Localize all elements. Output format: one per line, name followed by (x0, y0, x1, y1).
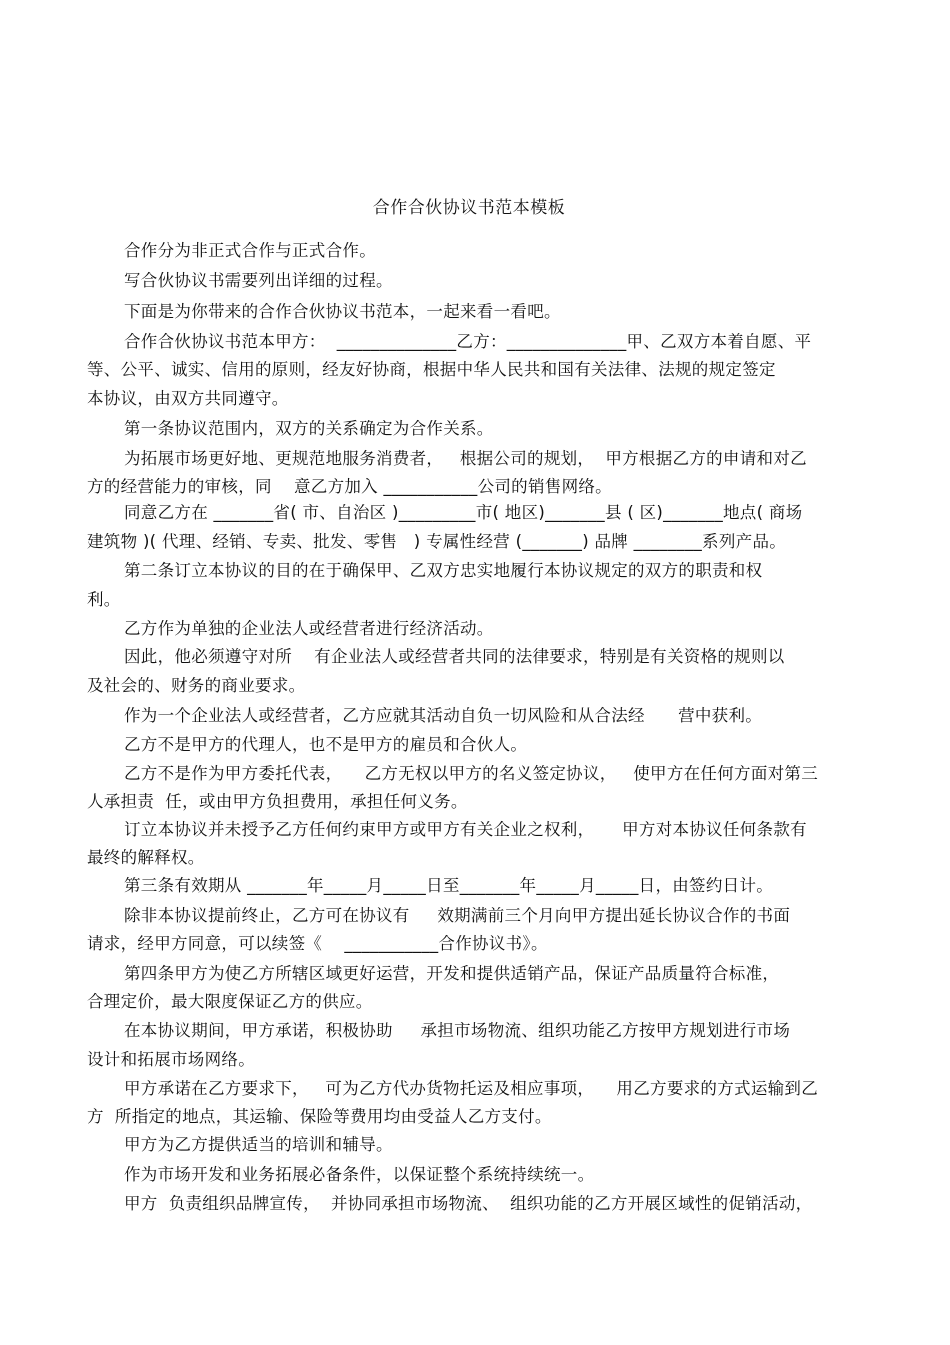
paragraph-line: 方 所指定的地点，其运输、保险等费用均由受益人乙方支付。 (87, 1107, 552, 1126)
paragraph-line: 同意乙方在 _______省( 市、自治区 )_________市( 地区)_______县 ( 区)_______地点( 商场 (124, 503, 803, 522)
paragraph-line: 乙方不是甲方的代理人，也不是甲方的雇员和合伙人。 (124, 735, 528, 754)
paragraph-line: 乙方不是作为甲方委托代表， 乙方无权以甲方的名义签定协议， 使甲方在任何方面对第三 (124, 764, 819, 783)
document-title: 合作合伙协议书范本模板 (372, 198, 566, 218)
paragraph-line: 除非本协议提前终止，乙方可在协议有 效期满前三个月向甲方提出延长协议合作的书面 (124, 906, 791, 925)
paragraph-line: 第三条有效期从 _______年_____月_____日至_______年_____月_____日，由签约日计。 (124, 876, 774, 895)
paragraph-line: 作为市场开发和业务拓展必备条件，以保证整个系统持续统一。 (124, 1165, 595, 1184)
paragraph-line: 建筑物 )( 代理、经销、专卖、批发、零售 ) 专属性经营 (_______) 品牌 ________系列产品。 (87, 532, 787, 551)
paragraph-line: 请求，经甲方同意，可以续签《 ___________合作协议书》。 (87, 934, 548, 953)
paragraph-line: 合作分为非正式合作与正式合作。 (124, 241, 376, 260)
paragraph-line: 及社会的、财务的商业要求。 (87, 676, 306, 695)
paragraph-line: 为拓展市场更好地、更规范地服务消费者， 根据公司的规划， 甲方根据乙方的申请和对乙 (124, 449, 807, 468)
paragraph-line: 甲方承诺在乙方要求下， 可为乙方代办货物托运及相应事项， 用乙方要求的方式运输到乙 (124, 1079, 819, 1098)
paragraph-line: 利。 (87, 590, 121, 609)
paragraph-line: 乙方作为单独的企业法人或经营者进行经济活动。 (124, 619, 494, 638)
paragraph-line: 下面是为你带来的合作合伙协议书范本，一起来看一看吧。 (124, 302, 561, 321)
paragraph-line: 写合伙协议书需要列出详细的过程。 (124, 271, 393, 290)
paragraph-line: 甲方 负责组织品牌宣传， 并协同承担市场物流、 组织功能的乙方开展区域性的促销活动， (124, 1194, 813, 1213)
paragraph-line: 甲方为乙方提供适当的培训和辅导。 (124, 1135, 393, 1154)
paragraph-line: 在本协议期间，甲方承诺，积极协助 承担市场物流、组织功能乙方按甲方规划进行市场 (124, 1021, 791, 1040)
paragraph-line: 作为一个企业法人或经营者，乙方应就其活动自负一切风险和从合法经 营中获利。 (124, 706, 763, 725)
paragraph-line: 本协议，由双方共同遵守。 (87, 389, 289, 408)
paragraph-line: 第四条甲方为使乙方所辖区域更好运营，开发和提供适销产品，保证产品质量符合标准， (124, 964, 780, 983)
paragraph-line: 第一条协议范围内，双方的关系确定为合作关系。 (124, 419, 494, 438)
paragraph-line: 最终的解释权。 (87, 848, 205, 867)
paragraph-line: 第二条订立本协议的目的在于确保甲、乙双方忠实地履行本协议规定的双方的职责和权 (124, 561, 763, 580)
paragraph-line: 订立本协议并未授予乙方任何约束甲方或甲方有关企业之权利， 甲方对本协议任何条款有 (124, 820, 807, 839)
paragraph-line: 合理定价，最大限度保证乙方的供应。 (87, 992, 373, 1011)
paragraph-line: 设计和拓展市场网络。 (87, 1050, 255, 1069)
paragraph-line: 等、公平、诚实、信用的原则，经友好协商，根据中华人民共和国有关法律、法规的规定签定 (87, 360, 776, 379)
paragraph-line: 因此，他必须遵守对所 有企业法人或经营者共同的法律要求，特别是有关资格的规则以 (124, 647, 785, 666)
paragraph-line: 合作合伙协议书范本甲方： ______________乙方：______________甲、乙双方本着自愿、平 (124, 332, 812, 351)
paragraph-line: 方的经营能力的审核，同 意乙方加入 ___________公司的销售网络。 (87, 477, 612, 496)
paragraph-line: 人承担责 任，或由甲方负担费用，承担任何义务。 (87, 792, 468, 811)
